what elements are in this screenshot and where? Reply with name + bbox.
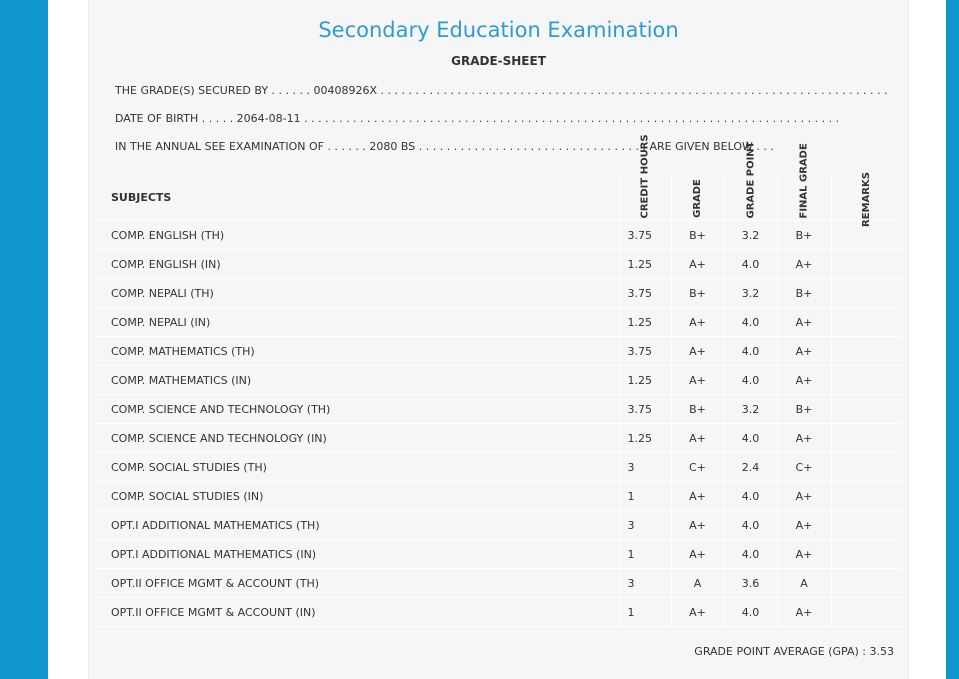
remarks-cell [831, 569, 902, 598]
table-row [95, 366, 902, 395]
subject-cell: COMP. SOCIAL STUDIES (IN) [95, 482, 619, 511]
final-grade-cell: A+ [777, 366, 831, 395]
grade-point-cell: 4.0 [724, 424, 777, 453]
subject-cell: OPT.II OFFICE MGMT & ACCOUNT (TH) [95, 569, 619, 598]
credit-hours-cell: 1 [619, 598, 671, 627]
table-row [95, 395, 902, 424]
left-blue-border [0, 0, 48, 679]
credit-hours-header [619, 133, 671, 221]
credit-hours-cell: 3.75 [619, 221, 671, 250]
remarks-cell [831, 279, 902, 308]
subject-cell: COMP. ENGLISH (TH) [95, 221, 619, 250]
table-row [95, 511, 902, 540]
grade-point-cell: 3.2 [724, 221, 777, 250]
grade-point-cell: 4.0 [724, 482, 777, 511]
remarks-cell [831, 250, 902, 279]
table-row [95, 453, 902, 482]
gpa-summary: GRADE POINT AVERAGE (GPA) : 3.53 [694, 645, 894, 658]
table-header-row [95, 174, 902, 221]
grade-cell: A+ [671, 337, 724, 366]
grade-cell: B+ [671, 279, 724, 308]
remarks-cell [831, 511, 902, 540]
remarks-cell [831, 598, 902, 627]
grade-cell: C+ [671, 453, 724, 482]
grade-point-header-label: GRADE POINT [745, 140, 756, 218]
grade-point-cell: 4.0 [724, 366, 777, 395]
grade-cell: A [671, 569, 724, 598]
final-grade-cell: A+ [777, 511, 831, 540]
table-row [95, 424, 902, 453]
grade-cell: A+ [671, 424, 724, 453]
credit-hours-cell: 1.25 [619, 424, 671, 453]
remarks-cell [831, 424, 902, 453]
right-blue-border [946, 0, 959, 679]
credit-hours-cell: 3.75 [619, 337, 671, 366]
grade-cell: A+ [671, 250, 724, 279]
exam-line: IN THE ANNUAL SEE EXAMINATION OF . . . . . . 2080 BS . . . . . . . . . . . . . . . . . . . . . . . . . . . . . . . . . ARE GIVEN BELOW . . . [115, 140, 774, 153]
subject-cell: COMP. SCIENCE AND TECHNOLOGY (TH) [95, 395, 619, 424]
subject-cell: COMP. MATHEMATICS (IN) [95, 366, 619, 395]
final-grade-cell: A+ [777, 540, 831, 569]
final-grade-cell: A+ [777, 482, 831, 511]
credit-hours-cell: 1.25 [619, 366, 671, 395]
subject-cell: COMP. NEPALI (IN) [95, 308, 619, 337]
credit-hours-cell: 1 [619, 540, 671, 569]
credit-hours-cell: 1.25 [619, 308, 671, 337]
date-of-birth-line: DATE OF BIRTH . . . . . 2064-08-11 . . . . . . . . . . . . . . . . . . . . . . . . . . . . . . . . . . . . . . . . . . . . . . . . . . . . . . . . . . . . . . . . . . . . . . . . . . . . . [115, 112, 840, 125]
grade-header [671, 174, 724, 221]
grade-rows [95, 221, 902, 627]
credit-hours-cell: 1 [619, 482, 671, 511]
subject-cell: OPT.I ADDITIONAL MATHEMATICS (TH) [95, 511, 619, 540]
grade-point-cell: 4.0 [724, 337, 777, 366]
remarks-cell [831, 482, 902, 511]
final-grade-cell: A+ [777, 308, 831, 337]
credit-hours-cell: 3.75 [619, 279, 671, 308]
remarks-cell [831, 540, 902, 569]
final-grade-cell: B+ [777, 279, 831, 308]
final-grade-cell: A+ [777, 337, 831, 366]
grade-point-cell: 4.0 [724, 511, 777, 540]
subjects-header: SUBJECTS [95, 174, 619, 221]
grade-cell: A+ [671, 366, 724, 395]
grade-point-header [724, 140, 777, 221]
table-row [95, 598, 902, 627]
grade-cell: A+ [671, 540, 724, 569]
grade-cell: A+ [671, 598, 724, 627]
grade-point-cell: 2.4 [724, 453, 777, 482]
grade-point-cell: 3.2 [724, 395, 777, 424]
table-row [95, 221, 902, 250]
final-grade-header-label: FINAL GRADE [798, 142, 810, 218]
credit-hours-cell: 3.75 [619, 395, 671, 424]
grade-header-label: GRADE [692, 178, 703, 218]
grade-point-cell: 4.0 [724, 540, 777, 569]
grade-point-cell: 3.2 [724, 279, 777, 308]
table-row [95, 308, 902, 337]
final-grade-cell: B+ [777, 221, 831, 250]
final-grade-header [777, 142, 831, 221]
subject-cell: OPT.II OFFICE MGMT & ACCOUNT (IN) [95, 598, 619, 627]
subject-cell: COMP. NEPALI (TH) [95, 279, 619, 308]
grade-sheet-title: GRADE-SHEET [451, 54, 546, 68]
final-grade-cell: A [777, 569, 831, 598]
subject-cell: COMP. SCIENCE AND TECHNOLOGY (IN) [95, 424, 619, 453]
grade-cell: B+ [671, 221, 724, 250]
remarks-cell [831, 395, 902, 424]
grade-point-cell: 4.0 [724, 598, 777, 627]
final-grade-cell: A+ [777, 424, 831, 453]
table-row [95, 337, 902, 366]
grade-cell: A+ [671, 308, 724, 337]
credit-hours-cell: 3 [619, 569, 671, 598]
final-grade-cell: B+ [777, 395, 831, 424]
table-row [95, 250, 902, 279]
grade-point-cell: 4.0 [724, 250, 777, 279]
exam-title: Secondary Education Examination [318, 18, 679, 42]
final-grade-cell: C+ [777, 453, 831, 482]
grade-point-cell: 3.6 [724, 569, 777, 598]
table-row [95, 482, 902, 511]
remarks-cell [831, 366, 902, 395]
remarks-cell [831, 308, 902, 337]
grade-cell: B+ [671, 395, 724, 424]
grade-cell: A+ [671, 482, 724, 511]
remarks-header-label: REMARKS [861, 172, 873, 227]
credit-hours-cell: 1.25 [619, 250, 671, 279]
grade-sheet-card [88, 0, 909, 679]
secured-by-line: THE GRADE(S) SECURED BY . . . . . . 00408926X . . . . . . . . . . . . . . . . . . . . . . . . . . . . . . . . . . . . . . . . . . . . . . . . . . . . . . . . . . . . . . . . . . . . . . . . . [115, 84, 888, 97]
grade-point-cell: 4.0 [724, 308, 777, 337]
subject-cell: COMP. ENGLISH (IN) [95, 250, 619, 279]
subject-cell: COMP. MATHEMATICS (TH) [95, 337, 619, 366]
grade-cell: A+ [671, 511, 724, 540]
remarks-cell [831, 337, 902, 366]
credit-hours-cell: 3 [619, 453, 671, 482]
subject-cell: OPT.I ADDITIONAL MATHEMATICS (IN) [95, 540, 619, 569]
credit-hours-header-label: CREDIT HOURS [639, 133, 651, 218]
table-row [95, 540, 902, 569]
table-row [95, 569, 902, 598]
credit-hours-cell: 3 [619, 511, 671, 540]
subject-cell: COMP. SOCIAL STUDIES (TH) [95, 453, 619, 482]
final-grade-cell: A+ [777, 250, 831, 279]
table-row [95, 279, 902, 308]
remarks-header [831, 172, 902, 227]
remarks-cell [831, 453, 902, 482]
final-grade-cell: A+ [777, 598, 831, 627]
